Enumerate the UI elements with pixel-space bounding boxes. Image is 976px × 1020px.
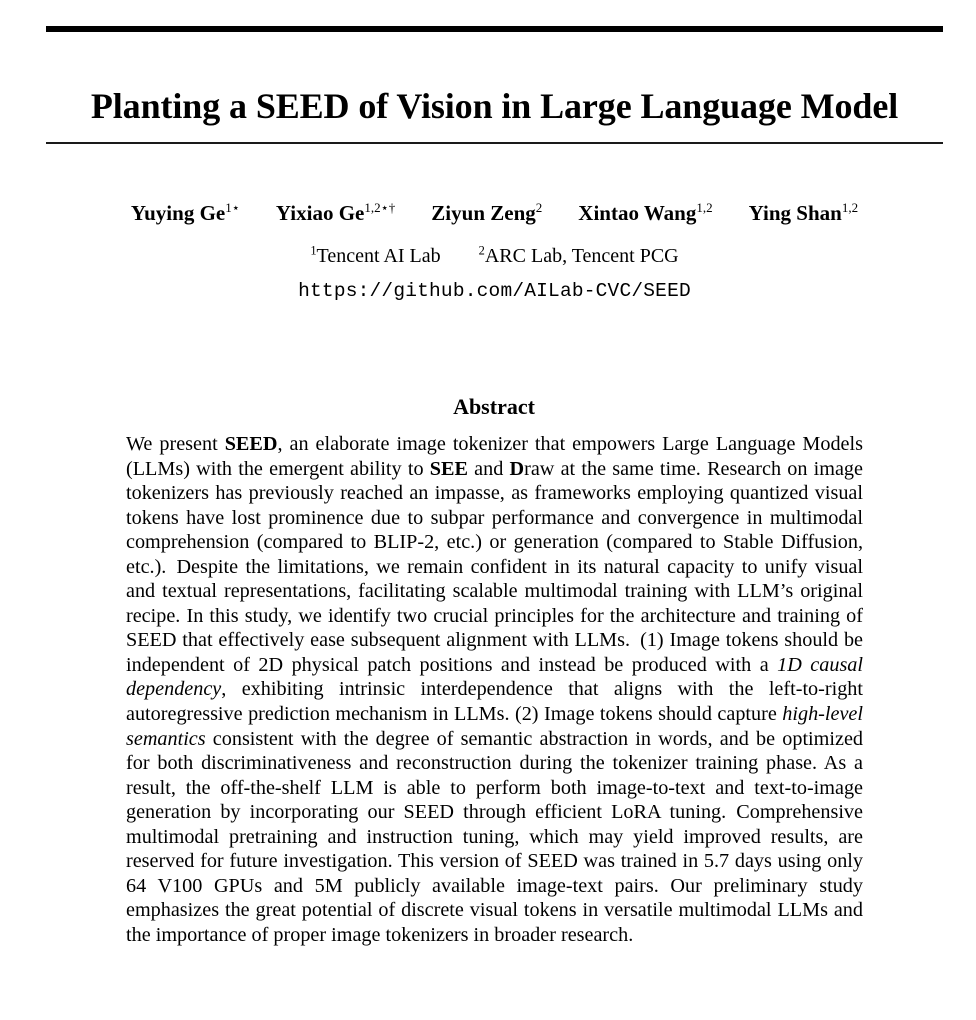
title-rule-thin <box>46 142 943 144</box>
author-affiliation-marker: 1,2⋆† <box>364 200 396 215</box>
author-name: Ying Shan <box>748 201 842 225</box>
author-list <box>46 200 943 226</box>
abstract-emphasis-bold: SEE <box>429 457 468 480</box>
affiliation-name: ARC Lab, Tencent PCG <box>484 245 679 267</box>
author-2 <box>276 200 395 226</box>
affiliation-marker: 1 <box>310 243 317 258</box>
author-5 <box>749 200 858 226</box>
abstract-emphasis-bold: SEED <box>224 433 278 455</box>
author-3 <box>431 200 542 226</box>
author-affiliation-marker: 1,2 <box>696 200 713 215</box>
author-affiliation-marker: 2 <box>535 200 543 215</box>
affiliation-1 <box>310 243 440 269</box>
abstract-text: , an elaborate image tokenizer that empowers Large Language Models (LLMs) with the emergent ability to <box>126 433 863 480</box>
author-affiliation-marker: 1⋆ <box>225 200 240 215</box>
abstract-text: raw at the same time. Research on image tokenizers has previously reached an impasse, as frameworks employing quantized visual tokens have lost prominence due to subpar performance and convergence in multimodal comprehension (compared to BLIP-2, etc.) or generation (compared to Stable Diffusion, etc.). Despite the limitations, we remain confident in its natural capacity to unify visual and textual representations, facilitating scalable multimodal training with LLM’s original recipe. In this study, we identify two crucial principles for the architecture and training of SEED that effectively ease subsequent alignment with LLMs. (1) Image tokens should be independent of 2D physical patch positions and instead be produced with a <box>126 457 863 676</box>
affiliation-marker: 2 <box>478 243 485 258</box>
affiliation-list <box>46 243 943 269</box>
affiliation-name: Tencent AI Lab <box>316 245 441 267</box>
header-rule-thick <box>46 26 943 32</box>
abstract-emphasis-italic: 1D causal dependency <box>126 653 863 701</box>
author-1 <box>131 200 240 226</box>
page-title: Planting a SEED of Vision in Large Language Model <box>90 86 899 127</box>
abstract-text: and <box>467 457 510 480</box>
abstract-emphasis-italic: high-level semantics <box>126 703 863 750</box>
affiliation-2 <box>479 243 679 269</box>
author-4 <box>578 200 712 226</box>
abstract-text: , exhibiting intrinsic interdependence that aligns with the left-to-right autoregressive prediction mechanism in LLMs. (2) Image tokens should capture <box>126 678 863 726</box>
abstract-emphasis-bold: D <box>509 457 525 480</box>
author-name: Yuying Ge <box>130 201 226 225</box>
project-url[interactable]: https://github.com/AILab-CVC/SEED <box>298 280 691 302</box>
abstract-text: We present <box>126 433 225 455</box>
author-affiliation-marker: 1,2 <box>841 200 859 215</box>
author-name: Xintao Wang <box>578 201 697 225</box>
author-name: Ziyun Zeng <box>431 201 536 225</box>
abstract-heading: Abstract <box>453 394 535 420</box>
abstract-text: consistent with the degree of semantic abstraction in words, and be optimized for both discriminativeness and reconstruction during the tokenizer training phase. As a result, the off-the-shelf LLM is able to perform both image-to-text and text-to-image generation by incorporating our SEED through efficient LoRA tuning. Comprehensive multimodal pretraining and instruction tuning, which may yield improved results, are reserved for future investigation. This version of SEED was trained in 5.7 days using only 64 V100 GPUs and 5M publicly available image-text pairs. Our preliminary study emphasizes the great potential of discrete visual tokens in versatile multimodal LLMs and the importance of proper image tokenizers in broader research. <box>126 727 863 946</box>
abstract-body <box>126 432 863 947</box>
author-name: Yixiao Ge <box>275 201 365 225</box>
